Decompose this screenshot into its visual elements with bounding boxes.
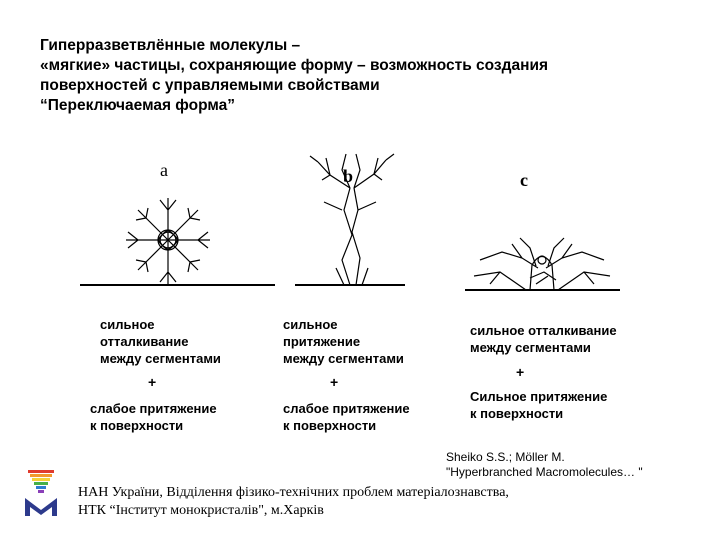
caption-c-repulsion bbox=[470, 322, 617, 356]
footer-affiliation bbox=[78, 484, 509, 520]
caption-b-line-1: сильное bbox=[283, 317, 338, 332]
caption-a-line-4: слабое притяжение bbox=[90, 401, 217, 416]
logo-stripe bbox=[30, 474, 52, 477]
reference-citation bbox=[446, 450, 643, 480]
molecule-c-drawing bbox=[465, 238, 620, 290]
reference-line-2: "Hyperbranched Macromolecules… " bbox=[446, 465, 643, 479]
caption-a-repulsion bbox=[100, 316, 221, 367]
caption-a-line-5: к поверхности bbox=[90, 418, 184, 433]
plus-a: + bbox=[148, 374, 157, 390]
institute-logo bbox=[22, 468, 60, 518]
plus-c: + bbox=[516, 364, 525, 380]
caption-a-surface bbox=[90, 400, 217, 434]
logo-stripe bbox=[32, 478, 50, 481]
caption-a-line-3: между сегментами bbox=[100, 351, 221, 366]
caption-c-line-3: Сильное притяжение bbox=[470, 389, 608, 404]
slide-title bbox=[40, 36, 700, 116]
caption-c-line-2: между сегментами bbox=[470, 340, 591, 355]
caption-b-surface bbox=[283, 400, 410, 434]
caption-c-surface bbox=[470, 388, 607, 422]
caption-c-line-1: сильное отталкивание bbox=[470, 323, 617, 338]
footer-line-2: НТК “Інститут монокристалів", м.Харків bbox=[78, 503, 324, 518]
caption-b-line-5: к поверхности bbox=[283, 418, 377, 433]
title-line-3: поверхностей с управляемыми свойствами bbox=[40, 77, 380, 94]
title-line-1: Гиперразветвлённые молекулы – bbox=[40, 37, 301, 54]
caption-c-line-4: к поверхности bbox=[470, 406, 564, 421]
logo-stripe bbox=[38, 490, 44, 493]
caption-b-line-2: притяжение bbox=[283, 334, 361, 349]
logo-mark bbox=[22, 468, 60, 518]
logo-stripe bbox=[28, 470, 54, 473]
molecule-drawings bbox=[60, 140, 710, 310]
panel-letter-a: a bbox=[160, 160, 168, 180]
panel-letter-b: b bbox=[343, 166, 354, 186]
caption-b-line-3: между сегментами bbox=[283, 351, 404, 366]
caption-b-line-4: слабое притяжение bbox=[283, 401, 410, 416]
caption-a-line-2: отталкивание bbox=[100, 334, 189, 349]
molecule-figure bbox=[60, 140, 710, 310]
footer-line-1: НАН України, Відділення фізико-технічних проблем матеріалознавства, bbox=[78, 485, 509, 500]
reference-line-1: Sheiko S.S.; Möller M. bbox=[446, 450, 565, 464]
caption-b-attraction bbox=[283, 316, 404, 367]
logo-stripe bbox=[36, 486, 46, 489]
logo-stripe bbox=[34, 482, 48, 485]
caption-a-line-1: сильное bbox=[100, 317, 155, 332]
panel-letter-c: c bbox=[520, 170, 528, 190]
title-line-2: «мягкие» частицы, сохраняющие форму – возможность создания bbox=[40, 57, 549, 74]
molecule-a-drawing bbox=[80, 198, 275, 285]
plus-b: + bbox=[330, 374, 339, 390]
title-line-4: “Переключаемая форма” bbox=[40, 97, 236, 114]
